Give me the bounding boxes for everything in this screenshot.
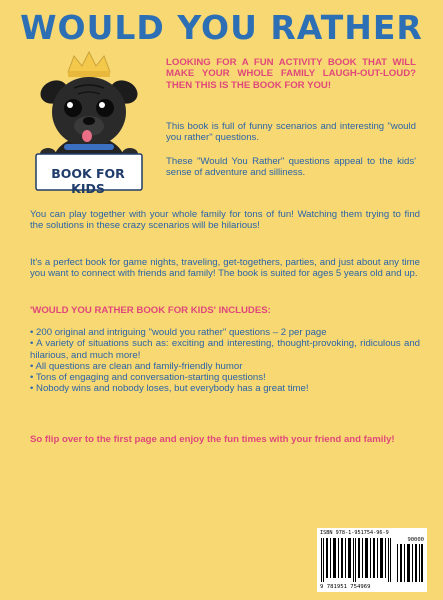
includes-list: [30, 327, 420, 395]
list-item: • Nobody wins and nobody loses, but everybody has a great time!: [30, 383, 309, 395]
isbn-barcode: [317, 528, 427, 592]
price-code: 90000: [407, 537, 424, 543]
list-item: • A variety of situations such as: exciting and interesting, thought-provoking, ridiculous and hilarious, and much more!: [30, 338, 420, 361]
book-title: WOULD YOU RATHER: [20, 8, 423, 47]
description-paragraph-4: It's a perfect book for game nights, traveling, get-togethers, parties, and just about any time you want to connect with friends and family! The book is suited for ages 5 years old and up.: [30, 257, 420, 280]
list-item: • All questions are clean and family-friendly humor: [30, 360, 243, 372]
barcode-bars-icon: [321, 538, 393, 582]
barcode-number: 9 781951 754969: [320, 584, 371, 590]
price-bars-icon: [397, 544, 423, 582]
lead-paragraph: LOOKING FOR A FUN ACTIVITY BOOK THAT WILL MAKE YOUR WHOLE FAMILY LAUGH-OUT-LOUD? THEN THIS IS THE BOOK FOR YOU!: [166, 57, 416, 91]
includes-heading: 'WOULD YOU RATHER BOOK FOR KIDS' INCLUDES:: [30, 305, 271, 316]
book-for-kids-sign: BOOK FOR KIDS: [51, 166, 125, 196]
pug-illustration: [30, 50, 148, 202]
list-item: • 200 original and intriguing "would you rather" questions – 2 per page: [30, 327, 327, 338]
description-paragraph-1: This book is full of funny scenarios and interesting "would you rather" questions.: [166, 121, 416, 144]
description-paragraph-2: These "Would You Rather" questions appeal to the kids' sense of adventure and silliness.: [166, 156, 416, 179]
closing-paragraph: So flip over to the first page and enjoy the fun times with your friend and family!: [30, 434, 395, 445]
list-item: • Tons of engaging and conversation-starting questions!: [30, 372, 266, 384]
isbn-label: ISBN 978-1-951754-96-9: [320, 530, 389, 536]
description-paragraph-3: You can play together with your whole family for tons of fun! Watching them trying to find the solutions in these crazy scenarios will be hilarious!: [30, 209, 420, 232]
